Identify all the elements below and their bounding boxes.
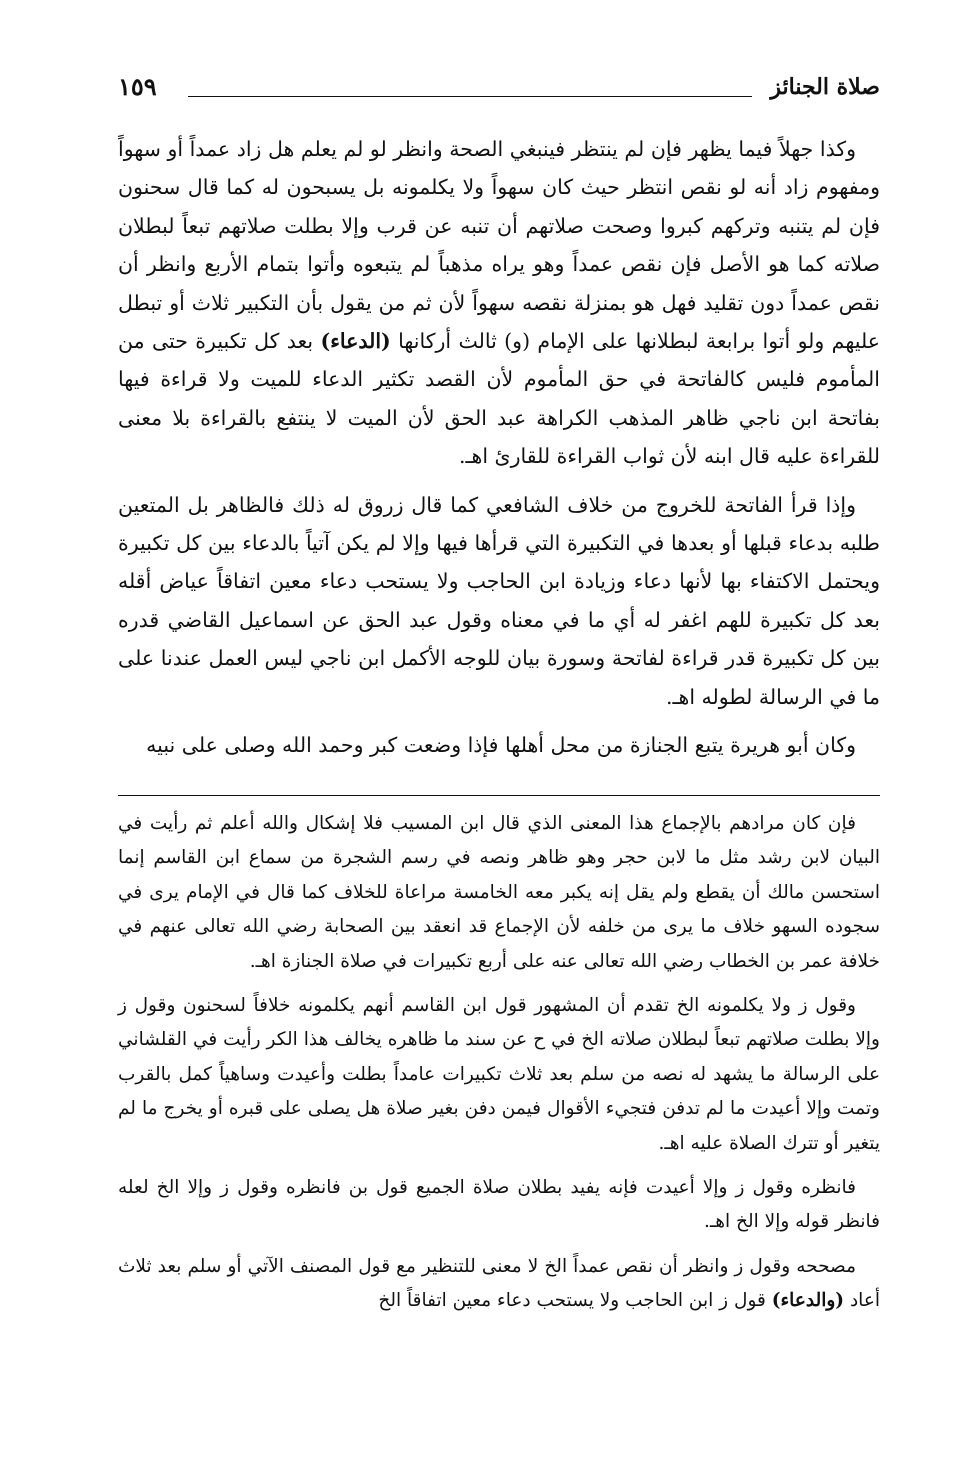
page-header: [118, 70, 880, 110]
header-rule: [188, 96, 752, 97]
footnote-paragraph-4: [118, 1250, 880, 1319]
page-number: ١٥٩: [118, 72, 157, 101]
body-paragraph-3: وكان أبو هريرة يتبع الجنازة من محل أهلها فإذا وضعت كبر وحمد الله وصلى على نبيه: [146, 733, 856, 758]
body-paragraph-1: [118, 130, 880, 476]
footnote-separator: [118, 795, 880, 796]
footnote-paragraph-1: فإن كان مرادهم بالإجماع هذا المعنى الذي قال ابن المسيب فلا إشكال والله أعلم ثم رأيت في البيان لابن رشد مثل ما لابن حجر وهو ظاهر ونصه في رسم الشجرة من سماع ابن القاسم إنما استحسن مالك أن يقطع ولم يقل إنه يكبر معه الخامسة مراعاة للخلاف كما قال في الإمام يرى في سجوده السهو خلاف ما يرى من خلفه لأن الإجماع قد انعقد بين الصحابة رضي الله تعالى عنهم في خلافة عمر بن الخطاب رضي الله تعالى عنه على أربع تكبيرات في صلاة الجنازة اهـ.: [118, 813, 880, 972]
footnote-paragraph-4-before: مصححه وقول ز وانظر أن نقص عمداً الخ لا معنى للتنظير مع قول المصنف الآتي أو سلم بعد ثلاث أعاد: [118, 1255, 880, 1312]
footnote-paragraph-3: فانظره وقول ز وإلا أعيدت فإنه يفيد بطلان صلاة الجميع قول بن فانظره وقول ز وإلا الخ لعله فانظر قوله وإلا الخ اهـ.: [118, 1177, 880, 1233]
running-title: صلاة الجنائز: [770, 74, 880, 100]
footnote-paragraph-2: وقول ز ولا يكلمونه الخ تقدم أن المشهور قول ابن القاسم أنهم يكلمونه خلافاً لسحنون وقول ز وإلا بطلت صلاتهم تبعاً لبطلان صلاته الخ في ح عن سند ما ظاهره يخالف هذا الكر رأيت في القلشاني على الرسالة ما يشهد له نصه من سلم بعد ثلاث تكبيرات عامداً بطلت وأعيدت وساهياً كمل بالقرب وتمت وإلا أعيدت ما لم تدفن فتجيء الأقوال فيمن دفن بغير صلاة هل يصلى على قبره أو يخرج ما لم يتغير أو تترك الصلاة عليه اهـ.: [118, 995, 880, 1154]
main-text: [118, 130, 880, 775]
footnote-paragraph-4-after: قول ز ابن الحاجب ولا يستحب دعاء معين اتفاقاً الخ: [378, 1290, 766, 1312]
body-paragraph-1-before: وكذا جهلاً فيما يظهر فإن لم ينتظر فينبغي الصحة وانظر لو لم يعلم هل زاد عمداً أو سهواً ومفهوم زاد أنه لو نقص انتظر حيث كان سهواً ولا يكلمونه بل يسبحون له كما قال سحنون فإن لم يتنبه وتركهم كبروا وصحت صلاتهم أن تنبه عن قرب وإلا بطلت صلاتهم تبعاً لبطلان صلاته كما هو الأصل فإن نقص عمداً وهو يراه مذهباً لم يتبعوه وأتوا بتمام الأربع وانظر أن نقص عمداً دون تقليد فهل هو بمنزلة نقصه سهواً لأن ثم من يقول بأن التكبير ثلاث أو تبطل عليهم ولو أتوا برابعة لبطلانها على الإمام (و) ثالث أركانها: [118, 137, 880, 354]
body-term-dua: (الدعاء): [320, 329, 391, 354]
body-paragraph-2: وإذا قرأ الفاتحة للخروج من خلاف الشافعي كما قال زروق له ذلك فالظاهر بل المتعين طلبه بدعاء قبلها أو بعدها في التكبيرة التي قرأها فيها وإلا لم يكن آتياً بالدعاء بين كل تكبيرة ويحتمل الاكتفاء بها لأنها دعاء وزيادة ابن الحاجب ولا يستحب دعاء معين اتفاقاً عياض أقله بعد كل تكبيرة للهم اغفر له أي ما في معناه وقول عبد الحق عن اسماعيل القاضي قدره بين كل تكبيرة قدر قراءة لفاتحة وسورة بيان للوجه الأكمل ابن ناجي ليس العمل عندنا على ما في الرسالة لطوله اهـ.: [118, 492, 880, 709]
body-paragraph-1-after: بعد كل تكبيرة حتى من المأموم فليس كالفاتحة في حق المأموم لأن القصد تكثير الدعاء للميت ولا قراءة فيها بفاتحة ابن ناجي ظاهر المذهب الكراهة عبد الحق لأن الميت لا ينتفع بالقراءة بلا معنى للقراءة عليه قال ابنه لأن ثواب القراءة للقارئ اهـ.: [118, 329, 880, 469]
footnotes: [118, 807, 880, 1329]
footnote-term-wal-dua: (والدعاء): [771, 1290, 845, 1312]
